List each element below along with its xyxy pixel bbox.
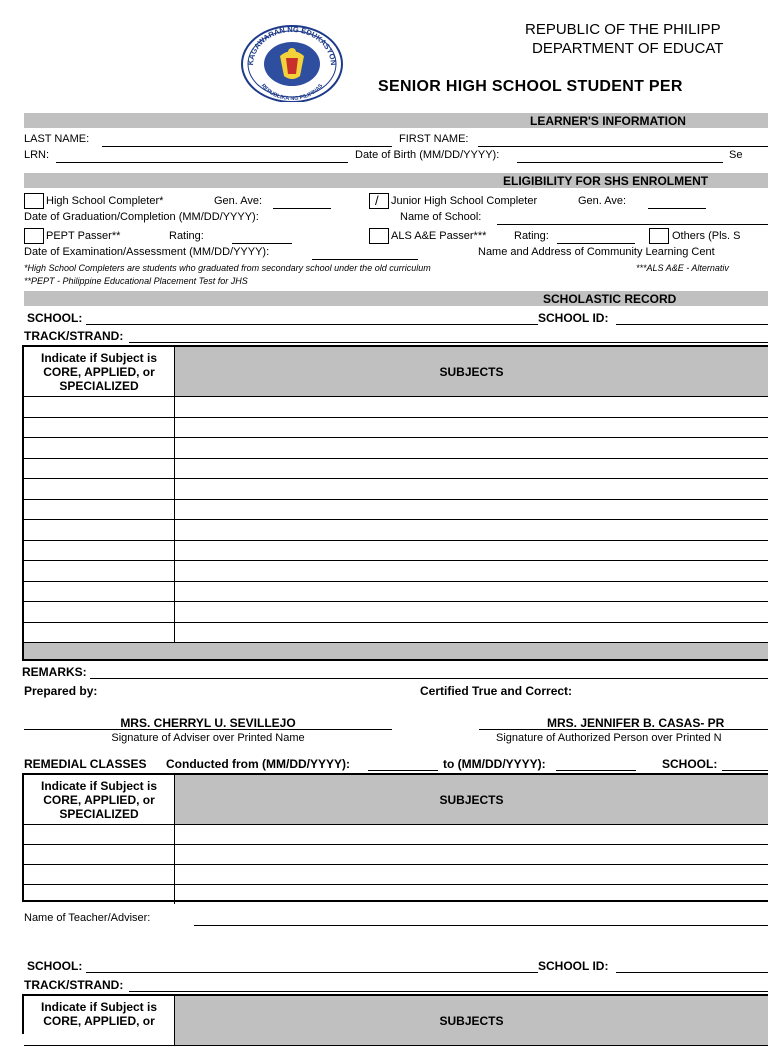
jhs-completer-label: Junior High School Completer [391,195,538,207]
republic-line: REPUBLIC OF THE PHILIPP [525,21,721,38]
conducted-from-label: Conducted from (MM/DD/YYYY): [166,757,350,771]
table-row[interactable] [24,438,768,458]
table-row[interactable] [24,418,768,438]
subject-type-header-2: Indicate if Subject is CORE, APPLIED, or [24,996,175,1045]
svg-text:REPUBLIKA NG PILIPINAS: REPUBLIKA NG PILIPINAS [259,83,325,102]
learner-info-band [24,113,768,128]
subjects-header: SUBJECTS [439,364,504,379]
svg-text:KAGAWARAN NG EDUKASYON: KAGAWARAN NG EDUKASYON [245,24,339,66]
jhs-completer-checkbox[interactable] [369,193,389,209]
clc-label: Name and Address of Community Learning Cent [478,246,715,258]
rating-field-1[interactable] [232,243,292,244]
school-id-label: SCHOOL ID: [538,311,609,325]
remedial-title: REMEDIAL CLASSES [24,757,147,771]
rating-label-2: Rating: [514,230,549,242]
exam-date-field[interactable] [312,259,418,260]
track-strand-field-2[interactable] [129,991,768,992]
adviser-signature-line[interactable] [24,729,392,730]
rating-field-2[interactable] [557,243,635,244]
track-strand-label: TRACK/STRAND: [24,329,124,343]
school-id-field[interactable] [616,324,768,325]
scholastic-band [24,291,768,306]
als-checkbox[interactable] [369,228,389,244]
table-row[interactable] [24,459,768,479]
others-checkbox[interactable] [649,228,669,244]
remedial-table [22,773,768,902]
school-label: SCHOOL: [27,311,83,325]
note-hs-completer: *High School Completers are students who graduated from secondary school under the old curriculum [24,263,431,273]
remedial-subjects-header: SUBJECTS [439,792,504,807]
others-label: Others (Pls. S [672,230,741,242]
grad-date-label: Date of Graduation/Completion (MM/DD/YYYY): [24,211,259,223]
rating-label-1: Rating: [169,230,204,242]
table-header [24,347,768,397]
school-name-field[interactable] [497,224,768,225]
school-field-2[interactable] [86,972,538,973]
learner-info-title: LEARNER'S INFORMATION [530,114,686,128]
adviser-name: MRS. CHERRYL U. SEVILLEJO [120,716,296,730]
remedial-school-field[interactable] [722,770,768,771]
gen-ave-field-2[interactable] [648,208,706,209]
table-row[interactable] [24,845,768,864]
remedial-table-header [24,775,768,825]
check-mark-icon: / [375,193,379,208]
lrn-label: LRN: [24,149,50,161]
sex-label: Se [729,149,743,161]
table-footer [24,642,768,659]
school-id-field-2[interactable] [616,972,768,973]
school-label-2: SCHOOL: [27,959,83,973]
remarks-field[interactable] [90,678,768,679]
scholastic-table-2 [22,994,768,1034]
exam-date-label: Date of Examination/Assessment (MM/DD/YYYY): [24,246,270,258]
adviser-caption: Signature of Adviser over Printed Name [111,732,305,744]
hs-completer-label: High School Completer* [46,195,164,207]
prepared-by-label: Prepared by: [24,684,98,698]
table-row[interactable] [24,520,768,540]
to-date-field[interactable] [556,770,636,771]
remedial-subject-type-header: Indicate if Subject is CORE, APPLIED, or SPECIALIZED [24,775,175,824]
school-field[interactable] [86,324,538,325]
authorized-name: MRS. JENNIFER B. CASAS- PR [547,716,725,730]
table-row-line [24,884,768,885]
subject-type-header: Indicate if Subject is CORE, APPLIED, or SPECIALIZED [24,347,175,396]
gen-ave-field-1[interactable] [273,208,331,209]
seal-lettering [240,22,344,102]
note-pept: **PEPT - Philippine Educational Placement Test for JHS [24,276,248,286]
lrn-field[interactable] [56,162,348,163]
scholastic-table [22,345,768,661]
certified-label: Certified True and Correct: [420,684,573,698]
school-id-label-2: SCHOOL ID: [538,959,609,973]
dob-label: Date of Birth (MM/DD/YYYY): [355,149,500,161]
als-label: ALS A&E Passer*** [391,230,487,242]
table-row[interactable] [24,602,768,622]
track-strand-field[interactable] [129,342,768,343]
teacher-adviser-label: Name of Teacher/Adviser: [24,912,151,924]
table-row[interactable] [24,500,768,520]
pept-checkbox[interactable] [24,228,44,244]
to-date-label: to (MM/DD/YYYY): [443,757,546,771]
pept-label: PEPT Passer** [46,230,121,242]
remarks-label: REMARKS: [22,665,87,679]
conducted-from-field[interactable] [368,770,438,771]
table-row[interactable] [24,623,768,643]
table-row[interactable] [24,541,768,561]
dob-field[interactable] [517,162,723,163]
school-name-label: Name of School: [400,211,482,223]
scholastic-title: SCHOLASTIC RECORD [543,292,677,306]
table-row[interactable] [24,582,768,602]
hs-completer-checkbox[interactable] [24,193,44,209]
remedial-school-label: SCHOOL: [662,757,718,771]
eligibility-title: ELIGIBILITY FOR SHS ENROLMENT [503,174,709,188]
gen-ave-label-2: Gen. Ave: [578,195,627,207]
table-header-2 [24,996,768,1046]
subjects-header-2: SUBJECTS [439,1013,504,1028]
track-strand-label-2: TRACK/STRAND: [24,978,124,992]
last-name-label: LAST NAME: [24,133,90,145]
deped-seal [240,22,344,102]
department-line: DEPARTMENT OF EDUCAT [532,40,724,57]
form-title: SENIOR HIGH SCHOOL STUDENT PER [378,78,683,95]
note-als: ***ALS A&E - Alternativ [636,263,729,273]
authorized-caption: Signature of Authorized Person over Printed N [496,732,722,744]
table-row[interactable] [24,397,768,417]
last-name-field[interactable] [102,146,392,147]
table-row[interactable] [24,561,768,581]
table-row[interactable] [24,865,768,884]
first-name-field[interactable] [478,146,768,147]
first-name-label: FIRST NAME: [399,133,469,145]
table-row[interactable] [24,825,768,844]
gen-ave-label-1: Gen. Ave: [214,195,263,207]
table-row[interactable] [24,479,768,499]
authorized-signature-line[interactable] [479,729,768,730]
teacher-adviser-field[interactable] [194,925,768,926]
eligibility-band [24,173,768,188]
table-row-line [24,642,768,643]
